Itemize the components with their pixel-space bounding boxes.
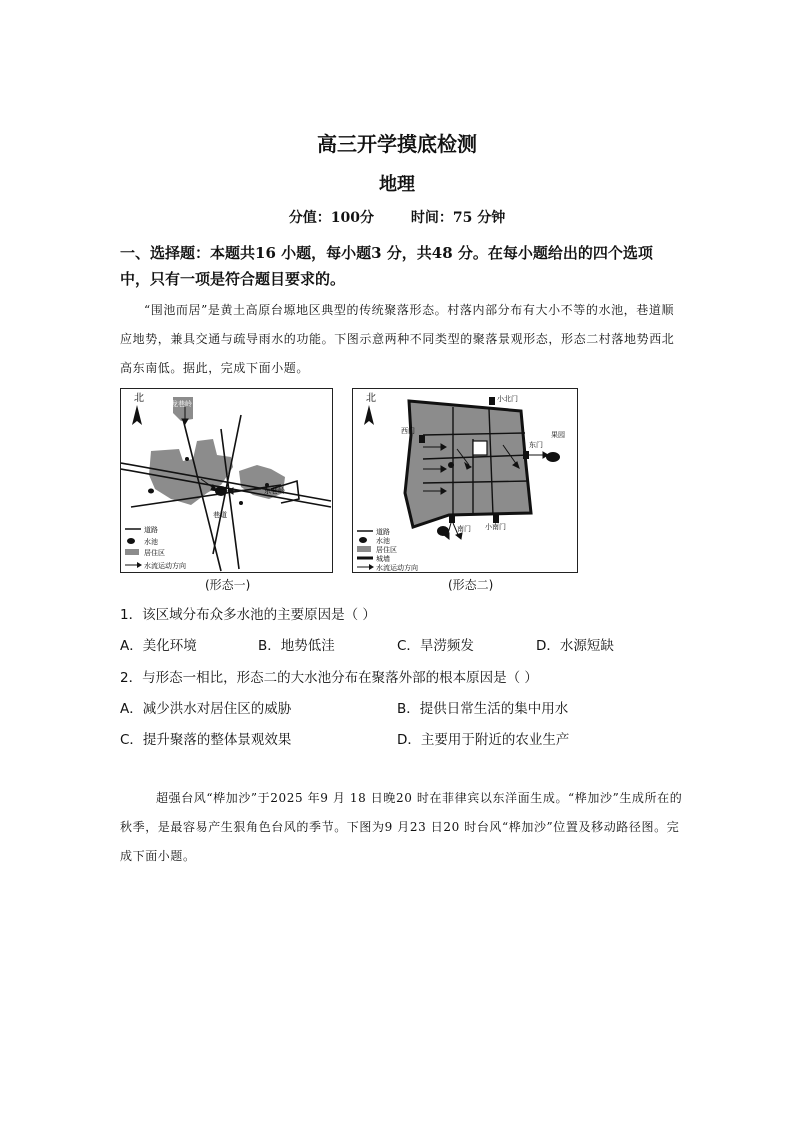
- map2-caption: (形态二): [448, 578, 494, 592]
- north-label: 北: [134, 393, 144, 404]
- section-heading: 一、选择题：本题共16 小题，每小题3 分，共48 分。在每小题给出的四个选项中，只有一项是符合题目要求的。: [120, 244, 653, 288]
- map-form-1: [120, 388, 333, 573]
- time-info: 时间：75 分钟: [410, 210, 506, 226]
- score-info: 分值：100分: [288, 210, 374, 226]
- q2-option-b[interactable]: B．提供日常生活的集中用水: [397, 701, 569, 717]
- map2-legend: [357, 527, 418, 572]
- label-west-gate: 西门: [401, 427, 415, 435]
- q1-option-a[interactable]: A．美化环境: [120, 638, 197, 654]
- legend2-residential: 居住区: [376, 546, 397, 554]
- map1-legend: [125, 525, 186, 570]
- q2-option-c[interactable]: C．提升聚落的整体景观效果: [120, 732, 292, 748]
- legend-road: 道路: [144, 526, 158, 534]
- orchard-pond-icon: [546, 452, 560, 462]
- legend-flow: 水流运动方向: [144, 562, 186, 570]
- question-2: 2．与形态一相比，形态二的大水池分布在聚落外部的根本原因是（ ）: [120, 670, 538, 686]
- map-form-2: [352, 388, 578, 573]
- map-form-2-graphic: [353, 389, 577, 572]
- legend-pond-icon: [127, 538, 135, 544]
- label-south-gate: 南门: [457, 525, 471, 533]
- legend2-pond: 水池: [376, 537, 390, 545]
- map-form-1-graphic: [121, 389, 332, 572]
- q1-option-d[interactable]: D．水源短缺: [536, 638, 614, 654]
- q1-option-c[interactable]: C．旱涝频发: [397, 638, 474, 654]
- label-east-gate: 东门: [529, 441, 543, 449]
- label-small-south-gate: 小南门: [485, 523, 506, 531]
- label-orchard: 果园: [551, 431, 565, 439]
- page-title: 高三开学摸底检测: [317, 132, 477, 156]
- legend-pond: 水池: [144, 538, 158, 546]
- q1-option-b[interactable]: B．地势低洼: [258, 638, 335, 654]
- exam-meta: [0, 207, 794, 227]
- legend-residential: 居住区: [144, 549, 165, 557]
- label-north-gate: 小北门: [497, 395, 518, 403]
- q2-option-a[interactable]: A．减少洪水对居住区的威胁: [120, 701, 292, 717]
- map1-label-xiangdao: 巷道: [213, 511, 227, 519]
- passage-1: “围池而居”是黄土高原台塬地区典型的传统聚落形态。村落内部分布有大小不等的水池，巷道顺应地势，兼具交通与疏导雨水的功能。下图示意两种不同类型的聚落景观形态，形态二村落地势西北高东南低。据此，完成下面小题。: [120, 303, 675, 375]
- subject-title: 地理: [379, 174, 415, 195]
- map1-label-longxiangling: 龙巷岭: [171, 400, 192, 408]
- north-arrow-icon: [132, 405, 142, 425]
- q2-option-d[interactable]: D．主要用于附近的农业生产: [397, 732, 570, 748]
- map1-caption: (形态一): [205, 578, 251, 592]
- map2-north-arrow-icon: [364, 405, 374, 425]
- legend2-wall: 城墙: [376, 555, 390, 563]
- passage-2: 超强台风“桦加沙”于2025 年9 月 18 日晚20 时在菲律宾以东洋面生成。“桦加沙”生成所在的秋季，是最容易产生狠角色台风的季节。下图为9 月23 日20 时台风“桦加沙”位置及移动路径图。完成下面小题。: [120, 791, 683, 863]
- legend2-road: 道路: [376, 528, 390, 536]
- legend2-flow: 水流运动方向: [376, 564, 418, 572]
- map2-north-label: 北: [366, 393, 376, 404]
- map1-label-dongxiangling: 东巷岭: [264, 487, 285, 495]
- question-1: 1．该区域分布众多水池的主要原因是（ ）: [120, 607, 376, 623]
